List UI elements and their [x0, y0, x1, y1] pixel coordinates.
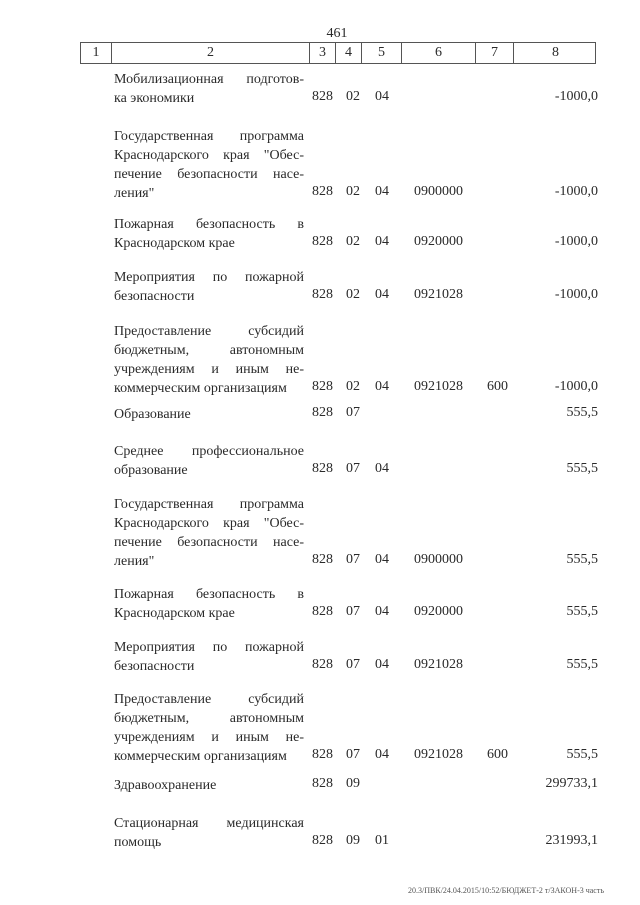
row-name-line: ления" — [114, 554, 155, 569]
row-col-5: 04 — [375, 552, 389, 567]
row-col-8: 555,5 — [566, 747, 598, 762]
row-name-line: безопасности — [114, 289, 195, 304]
row-name-line: Краснодарского края "Обес- — [114, 516, 304, 531]
row-col-5: 04 — [375, 747, 389, 762]
row-name-line: помощь — [114, 835, 162, 850]
row-col-4: 09 — [346, 776, 360, 791]
row-col-8: 555,5 — [566, 405, 598, 420]
row-col-3: 828 — [312, 89, 333, 104]
row-col-4: 07 — [346, 747, 360, 762]
row-name-line: бюджетным, автономным — [114, 343, 304, 358]
row-col-3: 828 — [312, 234, 333, 249]
row-col-8: 299733,1 — [545, 776, 598, 791]
row-col-4: 02 — [346, 379, 360, 394]
row-name-line: Государственная программа — [114, 129, 304, 144]
row-col-4: 02 — [346, 89, 360, 104]
row-col-3: 828 — [312, 776, 333, 791]
row-col-6: 0921028 — [414, 657, 463, 672]
row-name-line: Государственная программа — [114, 497, 304, 512]
row-name-line: Краснодарском крае — [114, 606, 235, 621]
row-name-line: Здравоохранение — [114, 778, 217, 793]
row-col-3: 828 — [312, 604, 333, 619]
row-name-line: образование — [114, 463, 188, 478]
row-col-6: 0921028 — [414, 379, 463, 394]
row-name — [114, 127, 304, 203]
row-name-line: коммерческим организациям — [114, 381, 287, 396]
row-col-3: 828 — [312, 184, 333, 199]
row-col-7: 600 — [487, 379, 508, 394]
row-col-8: -1000,0 — [554, 379, 598, 394]
row-col-5: 04 — [375, 89, 389, 104]
row-name-line: печение безопасности насе- — [114, 167, 304, 182]
row-col-5: 04 — [375, 379, 389, 394]
row-name-line: бюджетным, автономным — [114, 711, 304, 726]
header-col-7: 7 — [475, 43, 513, 63]
row-col-6: 0921028 — [414, 287, 463, 302]
header-col-5: 5 — [361, 43, 401, 63]
page-number: 461 — [326, 26, 348, 41]
row-col-6: 0920000 — [414, 604, 463, 619]
row-col-6: 0921028 — [414, 747, 463, 762]
row-name — [114, 70, 304, 108]
row-name-line: учреждениям и иным не- — [114, 730, 304, 745]
row-name-line: печение безопасности насе- — [114, 535, 304, 550]
row-col-4: 07 — [346, 657, 360, 672]
row-col-8: -1000,0 — [554, 234, 598, 249]
row-col-8: 231993,1 — [545, 833, 598, 848]
row-col-3: 828 — [312, 747, 333, 762]
row-col-3: 828 — [312, 657, 333, 672]
row-col-5: 01 — [375, 833, 389, 848]
header-col-4: 4 — [335, 43, 361, 63]
row-name — [114, 814, 304, 852]
row-col-4: 02 — [346, 234, 360, 249]
row-name-line: безопасности — [114, 659, 195, 674]
row-col-4: 07 — [346, 461, 360, 476]
header-col-3: 3 — [309, 43, 335, 63]
row-col-8: 555,5 — [566, 657, 598, 672]
row-name — [114, 585, 304, 623]
row-col-3: 828 — [312, 461, 333, 476]
row-name-line: Мобилизационная подготов- — [114, 72, 304, 87]
row-col-5: 04 — [375, 234, 389, 249]
header-col-2: 2 — [111, 43, 309, 63]
row-col-6: 0900000 — [414, 552, 463, 567]
row-col-8: 555,5 — [566, 461, 598, 476]
row-name — [114, 442, 304, 480]
row-name — [114, 690, 304, 766]
row-col-4: 07 — [346, 604, 360, 619]
row-name — [114, 776, 304, 795]
row-name-line: Предоставление субсидий — [114, 324, 304, 339]
row-name-line: Пожарная безопасность в — [114, 587, 304, 602]
row-name-line: Стационарная медицинская — [114, 816, 304, 831]
row-col-5: 04 — [375, 604, 389, 619]
row-col-3: 828 — [312, 379, 333, 394]
row-col-6: 0920000 — [414, 234, 463, 249]
row-col-7: 600 — [487, 747, 508, 762]
row-name — [114, 638, 304, 676]
row-name-line: Краснодарском крае — [114, 236, 235, 251]
row-name-line: коммерческим организациям — [114, 749, 287, 764]
row-col-4: 02 — [346, 184, 360, 199]
row-name — [114, 405, 304, 424]
row-name-line: Мероприятия по пожарной — [114, 270, 304, 285]
row-name — [114, 322, 304, 398]
row-col-6: 0900000 — [414, 184, 463, 199]
row-name-line: Среднее профессиональное — [114, 444, 304, 459]
row-col-3: 828 — [312, 287, 333, 302]
header-col-8: 8 — [513, 43, 597, 63]
row-col-4: 07 — [346, 405, 360, 420]
row-name-line: Краснодарского края "Обес- — [114, 148, 304, 163]
row-col-8: 555,5 — [566, 604, 598, 619]
row-name-line: ления" — [114, 186, 155, 201]
row-col-8: -1000,0 — [554, 184, 598, 199]
row-col-3: 828 — [312, 405, 333, 420]
row-col-5: 04 — [375, 461, 389, 476]
header-col-1: 1 — [92, 45, 100, 60]
row-col-5: 04 — [375, 657, 389, 672]
row-name-line: учреждениям и иным не- — [114, 362, 304, 377]
row-col-4: 02 — [346, 287, 360, 302]
row-name-line: ка экономики — [114, 91, 195, 106]
row-name — [114, 268, 304, 306]
table-header — [80, 42, 596, 64]
row-name-line: Предоставление субсидий — [114, 692, 304, 707]
row-name — [114, 215, 304, 253]
row-name-line: Мероприятия по пожарной — [114, 640, 304, 655]
row-col-8: 555,5 — [566, 552, 598, 567]
row-col-4: 09 — [346, 833, 360, 848]
row-name-line: Образование — [114, 407, 191, 422]
row-col-5: 04 — [375, 287, 389, 302]
row-col-8: -1000,0 — [554, 287, 598, 302]
row-name — [114, 495, 304, 571]
row-col-3: 828 — [312, 833, 333, 848]
row-col-3: 828 — [312, 552, 333, 567]
header-col-6: 6 — [401, 43, 475, 63]
document-footer-code: 20.3/ПВК/24.04.2015/10:52/БЮДЖЕТ-2 т/ЗАКОН-3 часть — [408, 886, 604, 895]
row-col-5: 04 — [375, 184, 389, 199]
row-col-8: -1000,0 — [554, 89, 598, 104]
row-col-4: 07 — [346, 552, 360, 567]
row-name-line: Пожарная безопасность в — [114, 217, 304, 232]
